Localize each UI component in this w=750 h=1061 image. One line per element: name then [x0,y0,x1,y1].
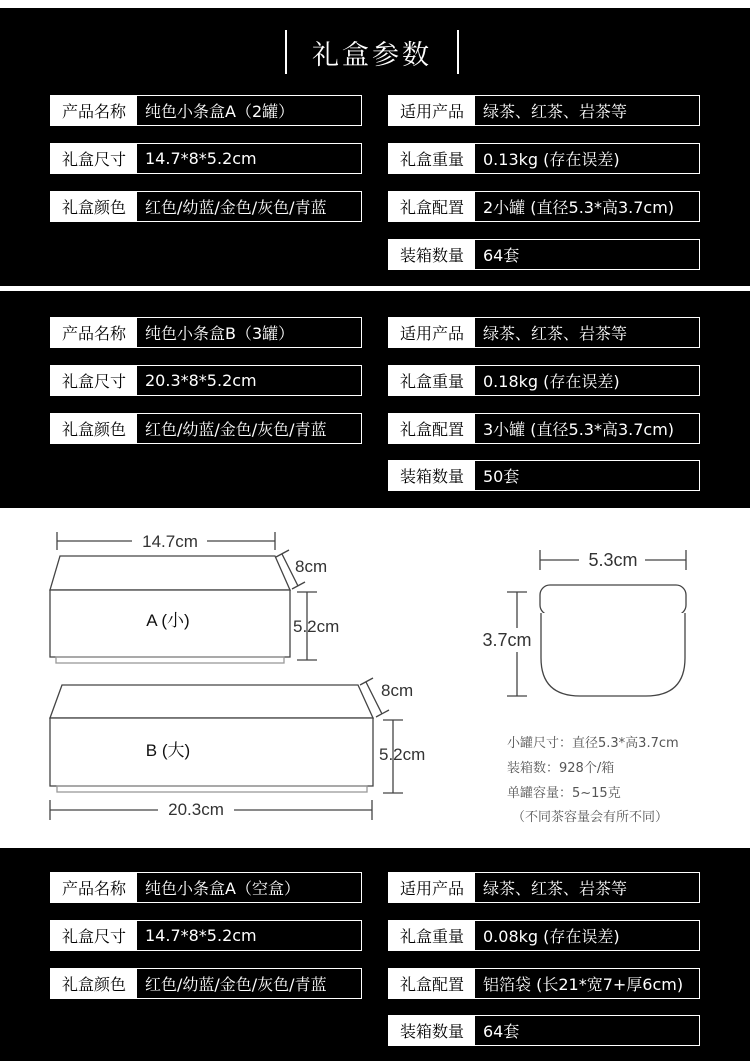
spec-value: 64套 [475,1016,699,1045]
jar-size-note: 小罐尺寸：直径5.3*高3.7cm [507,736,679,751]
spec-value: 2小罐 (直径5.3*高3.7cm) [475,192,699,221]
dimension-diagram [0,508,750,848]
spec-label: 礼盒重量 [389,366,475,395]
box-b-length-label: 20.3cm [168,800,224,819]
spec-value: 绿茶、红茶、岩茶等 [475,96,699,125]
spec-label: 产品名称 [51,96,137,125]
jar-diameter-label: 5.3cm [588,550,638,570]
spec-label: 礼盒颜色 [51,192,137,221]
spec-value: 红色/幼蓝/金色/灰色/青蓝 [137,969,361,998]
spec-value: 64套 [475,240,699,269]
spec-row [388,920,700,951]
box-a-length-label: 14.7cm [142,532,198,551]
spec-row [50,920,362,951]
spec-label: 礼盒颜色 [51,969,137,998]
spec-value: 绿茶、红茶、岩茶等 [475,873,699,902]
spec-value: 14.7*8*5.2cm [137,921,361,950]
spec-label: 礼盒配置 [389,969,475,998]
spec-row [388,872,700,903]
spec-value: 0.08kg (存在误差) [475,921,699,950]
spec-row [388,413,700,444]
spec-row [388,1015,700,1046]
spec-row [50,317,362,348]
box-b-label: B (大) [145,741,191,760]
spec-label: 礼盒重量 [389,144,475,173]
spec-value: 红色/幼蓝/金色/灰色/青蓝 [137,192,361,221]
spec-label: 适用产品 [389,96,475,125]
spec-row [388,460,700,491]
spec-row [50,968,362,999]
spec-value: 红色/幼蓝/金色/灰色/青蓝 [137,414,361,443]
spec-row [50,95,362,126]
spec-row [50,143,362,174]
jar-packing-note: 装箱数：928个/箱 [507,761,615,776]
spec-section-a [0,8,750,286]
box-a-depth-label: 8cm [295,557,328,576]
spec-row [50,872,362,903]
spec-label: 礼盒颜色 [51,414,137,443]
spec-value: 绿茶、红茶、岩茶等 [475,318,699,347]
box-b-height-label: 5.2cm [379,745,426,764]
spec-value: 14.7*8*5.2cm [137,144,361,173]
spec-label: 礼盒尺寸 [51,921,137,950]
spec-value: 0.18kg (存在误差) [475,366,699,395]
spec-row [388,95,700,126]
spec-row [50,365,362,396]
spec-label: 适用产品 [389,318,475,347]
spec-value: 纯色小条盒A（2罐） [137,96,361,125]
jar-capacity-note: 单罐容量：5~15克 [507,786,621,801]
spec-label: 礼盒尺寸 [51,144,137,173]
spec-value: 铝箔袋 (长21*宽7+厚6cm) [475,969,699,998]
spec-row [388,239,700,270]
dimension-drawing [0,508,750,848]
jar-capacity-disclaimer: （不同茶容量会有所不同） [512,810,669,825]
spec-label: 礼盒尺寸 [51,366,137,395]
spec-row [388,191,700,222]
spec-label: 装箱数量 [389,1016,475,1045]
spec-label: 装箱数量 [389,461,475,490]
spec-row [388,317,700,348]
spec-value: 纯色小条盒B（3罐） [137,318,361,347]
spec-row [388,143,700,174]
spec-row [50,191,362,222]
spec-value: 3小罐 (直径5.3*高3.7cm) [475,414,699,443]
box-a-label: A (小) [146,611,190,630]
spec-label: 适用产品 [389,873,475,902]
spec-section-b [0,291,750,508]
spec-label: 礼盒重量 [389,921,475,950]
spec-value: 20.3*8*5.2cm [137,366,361,395]
spec-label: 礼盒配置 [389,414,475,443]
spec-label: 装箱数量 [389,240,475,269]
section-title: 礼盒参数 [285,30,459,74]
spec-row [388,365,700,396]
spec-label: 产品名称 [51,318,137,347]
spec-section-empty-box [0,848,750,1061]
spec-row [50,413,362,444]
spec-row [388,968,700,999]
spec-value: 纯色小条盒A（空盒） [137,873,361,902]
box-b-depth-label: 8cm [381,681,414,700]
spec-label: 礼盒配置 [389,192,475,221]
box-b-drawing [50,678,403,820]
spec-value: 0.13kg (存在误差) [475,144,699,173]
box-a-height-label: 5.2cm [293,617,340,636]
spec-value: 50套 [475,461,699,490]
spec-label: 产品名称 [51,873,137,902]
jar-height-label: 3.7cm [482,630,532,650]
